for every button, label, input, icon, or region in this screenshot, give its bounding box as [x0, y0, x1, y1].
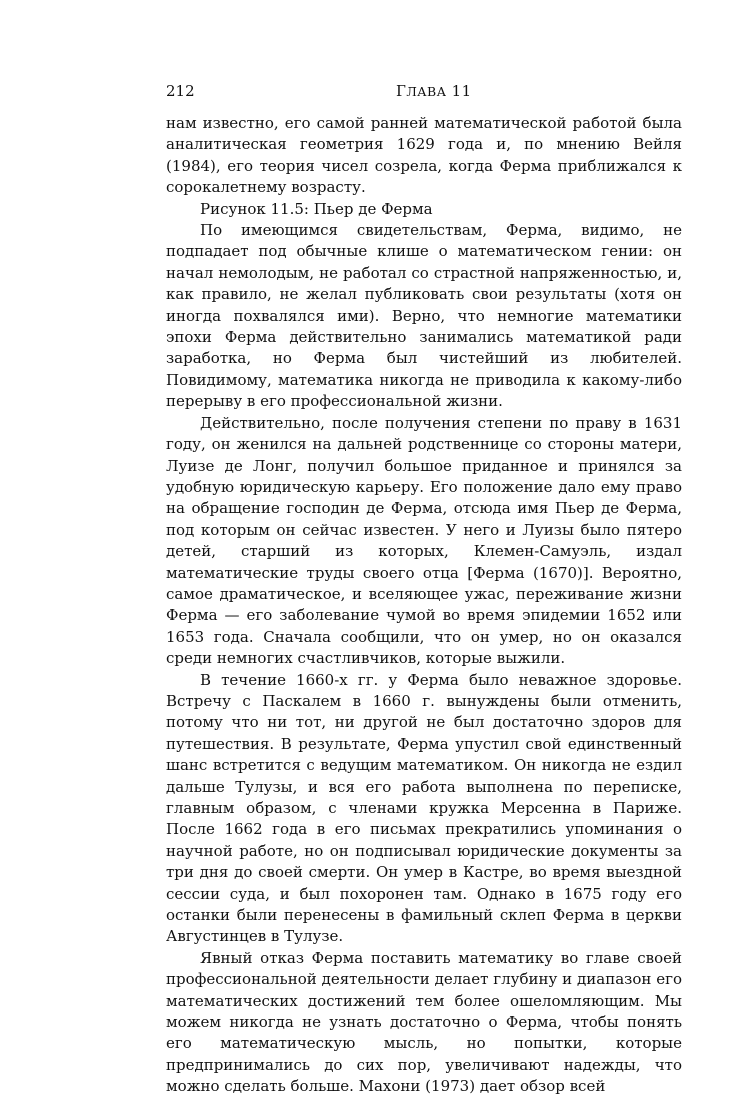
chapter-heading: [396, 80, 472, 103]
paragraph: В течение 1660-х гг. у Ферма было неважное здоровье. Встречу с Паскалем в 1660 г. вынуждены были отменить, потому что ни тот, ни другой не был достаточно здоров для путешествия. В результате, Ферма упустил свой единственный шанс встретится с ведущим математиком. Он никогда не ездил дальше Тулузы, и вся его работа выполнена по переписке, главным образом, с членами кружка Мерсенна в Париже. После 1662 года в его письмах прекратились упоминания о научной работе, но он подписывал юридические документы за три дня до своей смерти. Он умер в Кастре, во время выездной сессии суда, и был похоронен там. Однако в 1675 году его останки были перенесены в фамильный склеп Ферма в церкви Августинцев в Тулузе.: [166, 670, 682, 946]
figure-caption: Рисунок 11.5: Пьер де Ферма: [200, 199, 433, 218]
book-page: [166, 0, 692, 1096]
paragraph-continuation: нам известно, его самой ранней математической работой была аналитическая геометрия 1629 года и, по мнению Вейля (1984), его теория чисел созрела, когда Ферма приближался к сорокалетнему возрасту.: [166, 114, 682, 197]
paragraph: Явный отказ Ферма поставить математику во главе своей профессиональной деятельности делает глубину и диапазон его математических достижений тем более ошеломляющим. Мы можем никогда не узнать достаточно о Ферма, чтобы понять его математическую мысль, но попытки, которые предпринимались до сих пор, увеличивают надежды, что можно сделать больше. Махони (1973) дает обзор всей: [166, 948, 682, 1096]
chapter-number: 11: [451, 82, 472, 100]
chapter-heading-initial: Г: [396, 82, 407, 100]
paragraph: По имеющимся свидетельствам, Ферма, видимо, не подпадает под обычные клише о математическом гении: он начал немолодым, не работал со страстной напряженностью, и, как правило, не желал публиковать свои результаты (хотя он иногда похвалялся ими). Верно, что немногие математики эпохи Ферма действительно занимались математикой ради заработка, но Ферма был чистейший из любителей. Повидимому, математика никогда не приводила к какому-либо перерыву в его профессиональной жизни.: [166, 221, 682, 411]
body-text: [166, 113, 682, 1098]
running-head: [166, 80, 682, 102]
paragraph: Действительно, после получения степени по праву в 1631 году, он женился на дальней родственнице со стороны матери, Луизе де Лонг, получил большое приданное и принялся за удобную юридическую карьеру. Его положение дало ему право на обращение господин де Ферма, отсюда имя Пьер де Ферма, под которым он сейчас известен. У него и Луизы было пятеро детей, старший из которых, Клемен-Самуэль, издал математические труды своего отца [Ферма (1670)]. Вероятно, самое драматическое, и вселяющее ужас, переживание жизни Ферма — его заболевание чумой во время эпидемии 1652 или 1653 года. Сначала сообщили, что он умер, но он оказался среди немногих счастливчиков, которые выжили.: [166, 413, 682, 668]
chapter-heading-word: ЛАВА: [406, 84, 447, 99]
page-number: 212: [166, 82, 195, 100]
